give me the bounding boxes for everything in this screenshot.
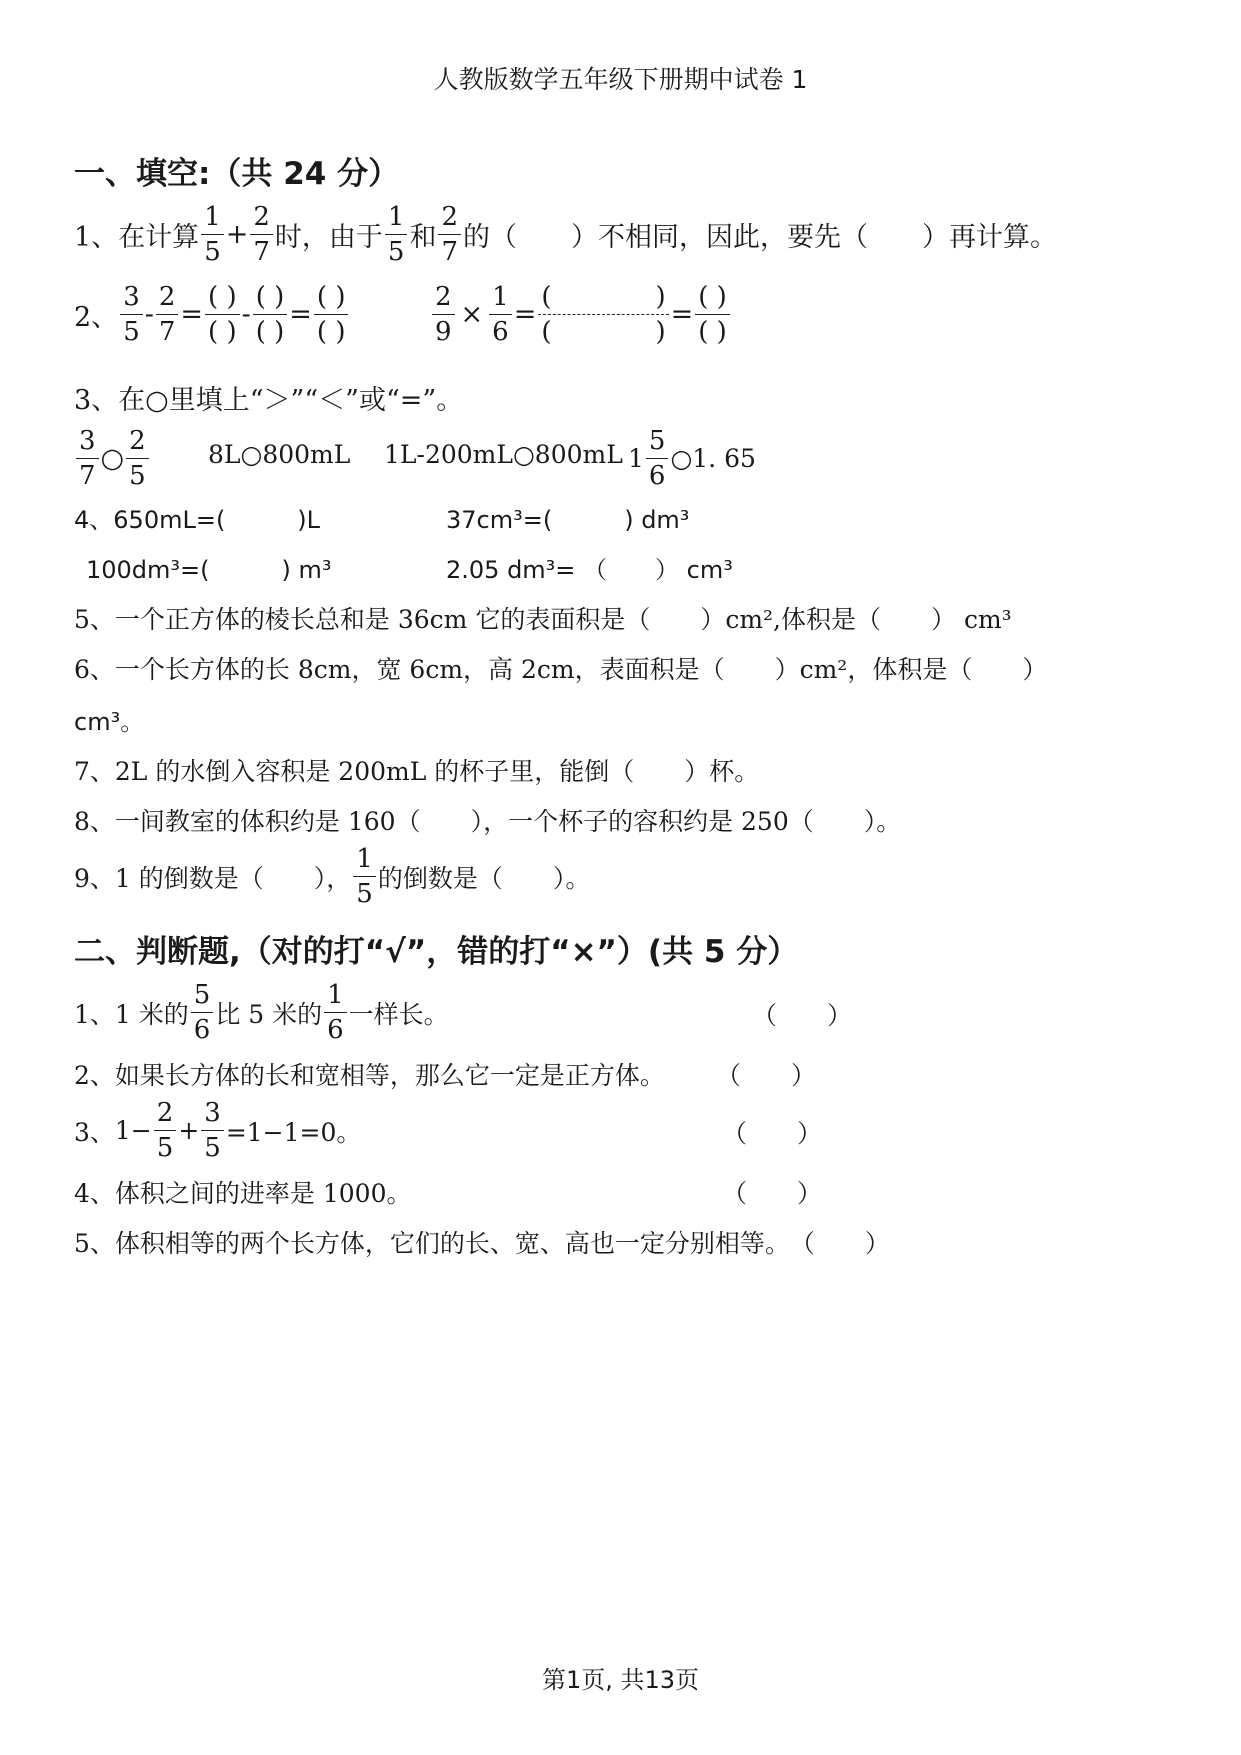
question-1-2-left — [74, 284, 350, 345]
q-number: 3、 — [74, 1117, 115, 1147]
answer-paren[interactable]: （ ） — [752, 1001, 853, 1030]
answer-paren[interactable]: （ ） — [722, 1179, 823, 1208]
q-number: 7、 — [74, 757, 115, 786]
fraction: $\frac{1}{6}$ — [324, 982, 347, 1043]
q-number: 4、 — [74, 506, 114, 534]
q-number: 5、 — [74, 1229, 115, 1258]
question-1-3 — [74, 378, 463, 417]
q-text: 的（ ）不相同，因此，要先（ ）再计算。 — [463, 222, 1057, 253]
compare-d — [628, 428, 756, 489]
answer-paren[interactable]: （ ） — [722, 1119, 823, 1148]
fraction: $\frac{2}{7}$ — [250, 204, 273, 265]
q-number: 3、 — [74, 385, 119, 416]
q-text: 如果长方体的长和宽相等，那么它一定是正方体。 — [114, 1061, 665, 1090]
section2-title: 二、判断题,（对的打“√”，错的打“×”）(共 5 分） — [74, 934, 799, 970]
question-1-2-right — [430, 284, 732, 345]
answer-paren[interactable]: （ ） — [716, 1061, 817, 1090]
q-number: 6、 — [74, 655, 115, 684]
question-1-4d — [446, 550, 733, 585]
q-text: 一个长方体的长 8cm，宽 6cm，高 2cm，表面积是（ ）cm²，体积是（ ） — [114, 655, 1048, 684]
q-text: 体积之间的进率是 1000。 — [114, 1179, 412, 1208]
compare-text: 8L○800mL — [208, 440, 351, 469]
q-text: 体积相等的两个长方体，它们的长、宽、高也一定分别相等。 — [114, 1229, 790, 1258]
fraction: $\frac{2}{7}$ — [156, 284, 179, 345]
q-text: 2L 的水倒入容积是 200mL 的杯子里，能倒（ ）杯。 — [114, 757, 760, 786]
fraction: $\frac{2}{9}$ — [432, 284, 455, 345]
q-text: =1−1=0。 — [225, 1117, 362, 1147]
fraction: $\frac{3}{5}$ — [120, 284, 143, 345]
fraction: $\frac{1}{5}$ — [385, 204, 408, 265]
fraction: $\frac{2}{5}$ — [154, 1100, 177, 1161]
blank-fraction[interactable]: $\frac{( )}{( )}$ — [314, 284, 349, 345]
fraction: $\frac{3}{7}$ — [76, 428, 99, 489]
q-text: 1− — [114, 1116, 152, 1145]
question-1-1 — [74, 204, 1057, 265]
times-sign: × — [460, 299, 484, 330]
q-text: 一样长。 — [348, 999, 449, 1029]
q-number: 1、 — [74, 999, 115, 1029]
fraction: $\frac{5}{6}$ — [191, 982, 214, 1043]
minus-sign: - — [144, 299, 154, 330]
plus-sign: + — [178, 1116, 200, 1145]
blank-fraction[interactable]: $\frac{( )}{( )}$ — [695, 284, 730, 345]
q-text: 和 — [409, 222, 437, 253]
blank-fraction[interactable]: $\frac{( )}{( )}$ — [253, 284, 288, 345]
compare-a — [74, 428, 151, 489]
q-text: 1 米的 — [114, 999, 189, 1029]
q-text: 一个正方体的棱长总和是 36cm 它的表面积是（ ）cm²,体积是（ ） cm³ — [114, 605, 1012, 634]
fraction: $\frac{2}{5}$ — [126, 428, 149, 489]
question-1-4c — [86, 550, 332, 585]
q-text: 的倒数是（ ）。 — [377, 863, 591, 893]
page-footer: 第1页, 共13页 — [541, 1666, 700, 1694]
minus-sign: - — [241, 299, 251, 330]
q-number: 5、 — [74, 605, 115, 634]
fraction: $\frac{5}{6}$ — [646, 428, 669, 489]
question-1-7 — [74, 752, 759, 788]
question-1-9 — [74, 846, 590, 907]
conversion: 100dm³=( ) m³ — [86, 556, 332, 584]
equals-sign: = — [670, 299, 694, 330]
question-2-4 — [74, 1174, 411, 1210]
question-1-5 — [74, 600, 1012, 636]
question-2-3 — [74, 1100, 361, 1161]
fraction: $\frac{1}{5}$ — [353, 846, 376, 907]
q-number: 9、 — [74, 863, 115, 893]
question-2-5 — [74, 1224, 890, 1260]
mixed-whole: 1 — [628, 444, 644, 473]
fraction: $\frac{1}{6}$ — [489, 284, 512, 345]
question-1-8 — [74, 802, 901, 838]
compare-text: 1L-200mL○800mL — [384, 440, 623, 469]
question-1-6-cont — [74, 702, 144, 737]
q-text: 一间教室的体积约是 160（ ），一个杯子的容积约是 250（ ）。 — [114, 807, 902, 836]
q-number: 2、 — [74, 1061, 115, 1090]
question-1-4b — [446, 500, 689, 535]
page-header: 人教版数学五年级下册期中试卷 1 — [433, 65, 808, 94]
equals-sign: = — [289, 299, 312, 330]
section1-title: 一、填空:（共 24 分） — [74, 156, 400, 192]
conversion: 37cm³=( ) dm³ — [446, 506, 690, 534]
question-1-6 — [74, 650, 1047, 686]
q-text: 1 的倒数是（ ）， — [114, 863, 352, 893]
conversion: 650mL=( )L — [113, 506, 321, 534]
equals-sign: = — [180, 299, 204, 330]
answer-paren[interactable]: （ ） — [789, 1229, 890, 1258]
q-text: cm³。 — [74, 708, 145, 736]
plus-sign: + — [225, 219, 249, 250]
q-number: 2、 — [74, 302, 119, 333]
q-text: 时，由于 — [274, 222, 383, 253]
compare-text: ○1. 65 — [670, 444, 756, 473]
question-2-1 — [74, 982, 449, 1043]
conversion: 2.05 dm³= （ ） cm³ — [446, 556, 733, 584]
q-text: 在计算 — [118, 222, 200, 253]
question-1-4a — [74, 500, 320, 535]
question-2-2 — [74, 1056, 665, 1092]
fraction: $\frac{1}{5}$ — [201, 204, 224, 265]
compare-circle[interactable]: ○ — [100, 443, 125, 474]
blank-fraction[interactable]: $\frac{( )}{( )}$ — [205, 284, 240, 345]
q-text: 比 5 米的 — [215, 999, 323, 1029]
fraction: $\frac{2}{7}$ — [438, 204, 461, 265]
q-text: 在○里填上“＞”“＜”或“=”。 — [118, 385, 464, 416]
compare-c — [384, 440, 623, 469]
compare-b — [208, 440, 350, 469]
blank-fraction[interactable]: $\frac{( )}{( )}$ — [538, 284, 668, 345]
q-number: 4、 — [74, 1179, 115, 1208]
q-number: 1、 — [74, 222, 119, 253]
equals-sign: = — [513, 299, 537, 330]
fraction: $\frac{3}{5}$ — [201, 1100, 224, 1161]
q-number: 8、 — [74, 807, 115, 836]
